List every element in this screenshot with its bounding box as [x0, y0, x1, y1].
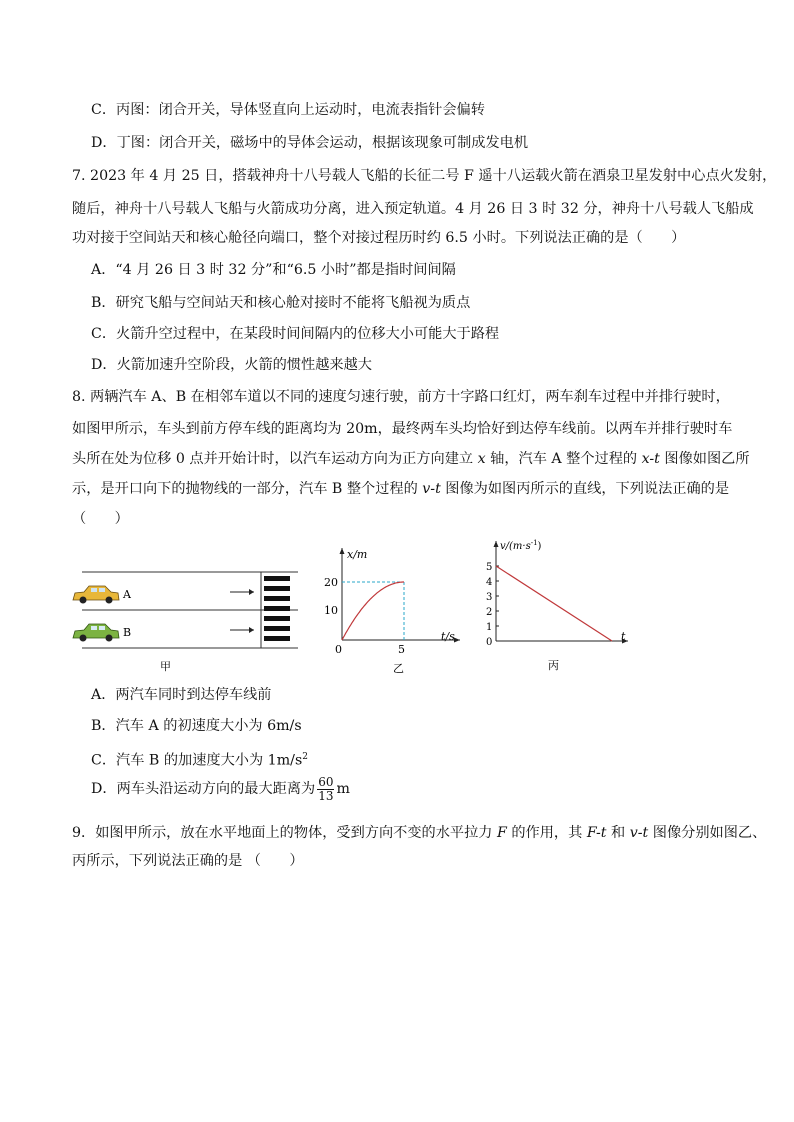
figure-bing-caption: 丙: [548, 659, 559, 672]
fraction-60-13: $\frac{60}{13}$: [318, 774, 334, 803]
q9-stem-line-1: 9．如图甲所示，放在水平地面上的物体，受到方向不变的水平拉力 F 的作用，其 F-t 和 v-t 图像分别如图乙、: [72, 825, 767, 841]
y-tick-1: 1: [486, 622, 493, 633]
q7-stem-line-1: 7. 2023 年 4 月 25 日，搭载神舟十八号载人飞船的长征二号 F 遥十八运载火箭在酒泉卫星发射中心点火发射，: [72, 168, 777, 184]
figure-jia-road: [68, 560, 308, 675]
car-b-label: B: [123, 626, 132, 639]
q8-stem-line-4: 示，是开口向下的抛物线的一部分，汽车 B 整个过程的 v-t 图像为如图丙所示的直线，下列说法正确的是: [72, 481, 730, 497]
arrow-b: [230, 627, 254, 633]
q7-stem-line-2: 随后，神舟十八号载人飞船与火箭成功分离，进入预定轨道。4 月 26 日 3 时 32 分，神舟十八号载人飞船成: [72, 201, 754, 217]
x-axis-arrow: [454, 638, 460, 643]
figure-yi-xt-graph: [318, 540, 468, 675]
y-tick-3: 3: [486, 592, 493, 603]
y-axis-arrow: [494, 541, 499, 547]
q8-stem-line-5: （ ）: [72, 511, 129, 527]
q9-stem-line-2: 丙所示，下列说法正确的是 （ ）: [72, 853, 304, 869]
vt-line: [496, 566, 612, 641]
y-tick-5: 5: [486, 562, 493, 573]
q8-option-a: A．两汽车同时到达停车线前: [91, 687, 272, 703]
y-axis-label: x/m: [347, 548, 368, 561]
x-axis-label: t/s: [441, 630, 455, 643]
car-a-label: A: [123, 588, 131, 601]
x-tick-0: 0: [335, 643, 342, 656]
crosswalk: [264, 576, 290, 641]
q8-option-c: C．汽车 B 的加速度大小为 $1m/s^2$: [91, 752, 308, 769]
xt-parabola-curve: [342, 582, 404, 640]
arrow-a: [230, 589, 254, 595]
q7-option-a: A．“4 月 26 日 3 时 32 分”和“6.5 小时”都是指时间间隔: [91, 262, 456, 278]
q8-option-d: D．两车头沿运动方向的最大距离为 $\frac{60}{13}$ m: [91, 774, 350, 803]
q8-stem-line-1: 8. 两辆汽车 A、B 在相邻车道以不同的速度匀速行驶，前方十字路口红灯，两车刹车过程中并排行驶时，: [72, 389, 730, 405]
q7-option-d: D．火箭加速升空阶段，火箭的惯性越来越大: [91, 357, 372, 373]
figure-jia-caption: 甲: [160, 660, 171, 673]
x-axis-label: t: [621, 630, 626, 643]
car-b: [73, 624, 119, 642]
y-axis-arrow: [340, 548, 345, 554]
q7-option-b: B．研究飞船与空间站天和核心舱对接时不能将飞船视为质点: [91, 295, 471, 311]
y-tick-4: 4: [486, 577, 493, 588]
q6-option-d: D．丁图：闭合开关，磁场中的导体会运动，根据该现象可制成发电机: [91, 135, 529, 151]
y-tick-0: 0: [486, 637, 493, 648]
q7-stem-line-3: 功对接于空间站天和核心舱径向端口，整个对接过程历时约 6.5 小时。下列说法正确的是（ ）: [72, 230, 686, 246]
y-tick-20: 20: [324, 576, 338, 589]
figure-bing-vt-graph: [478, 535, 638, 675]
y-ticks: [486, 562, 499, 648]
q8-stem-line-2: 如图甲所示，车头到前方停车线的距离均为 20m，最终两车头均恰好到达停车线前。以两车并排行驶时车: [72, 421, 733, 437]
q6-option-c: C．丙图：闭合开关，导体竖直向上运动时，电流表指针会偏转: [91, 102, 485, 118]
y-axis-label: $v/(m\cdot s^{-1})$: [500, 539, 542, 552]
q7-option-c: C．火箭升空过程中，在某段时间间隔内的位移大小可能大于路程: [91, 326, 500, 342]
car-a: [73, 586, 119, 604]
figure-yi-caption: 乙: [393, 662, 404, 675]
y-tick-2: 2: [486, 607, 493, 618]
q8-stem-line-3: 头所在处为位移 0 点并开始计时，以汽车运动方向为正方向建立 x 轴，汽车 A 整个过程的 x-t 图像如图乙所: [72, 451, 750, 467]
q8-option-b: B．汽车 A 的初速度大小为 6m/s: [91, 718, 302, 734]
x-tick-5: 5: [398, 643, 405, 656]
y-tick-10: 10: [324, 604, 338, 617]
